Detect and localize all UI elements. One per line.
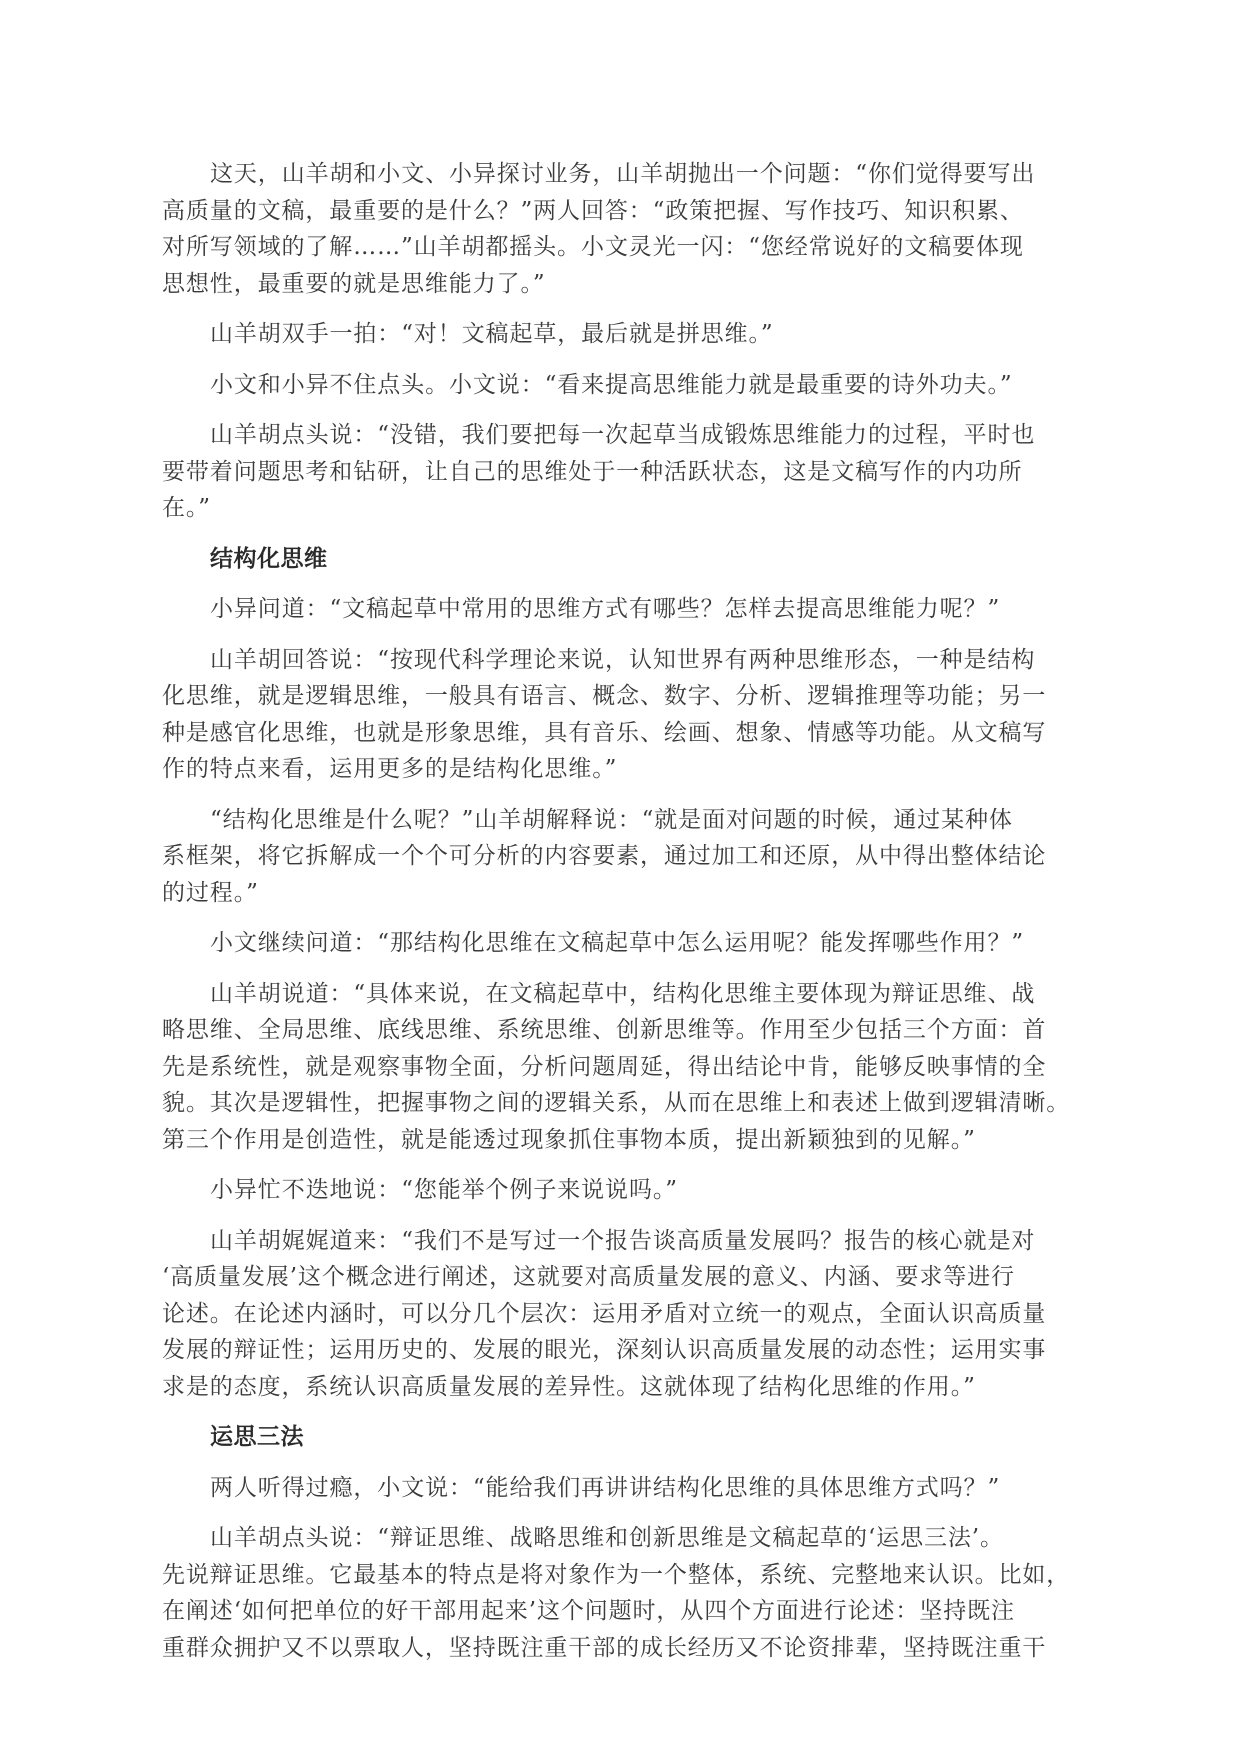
paragraph-line: 山羊胡娓娓道来：“我们不是写过一个报告谈高质量发展吗？报告的核心就是对 — [210, 1227, 1036, 1254]
paragraph-line: 在阐述‘如何把单位的好干部用起来’这个问题时，从四个方面进行论述：坚持既注 — [162, 1598, 1015, 1624]
paragraph-line: 作的特点来看，运用更多的是结构化思维。” — [162, 756, 618, 782]
paragraph-line: 发展的辩证性；运用历史的、发展的眼光，深刻认识高质量发展的动态性；运用实事 — [162, 1337, 1047, 1363]
section-heading: 运思三法 — [210, 1424, 304, 1450]
paragraph-line: 论述。在论述内涵时，可以分几个层次：运用矛盾对立统一的观点，全面认识高质量 — [162, 1300, 1047, 1327]
paragraph-line: 重群众拥护又不以票取人，坚持既注重干部的成长经历又不论资排辈，坚持既注重干 — [162, 1634, 1047, 1661]
paragraph-line: 貌。其次是逻辑性，把握事物之间的逻辑关系，从而在思维上和表述上做到逻辑清晰。 — [162, 1090, 1071, 1116]
paragraph-line: 的过程。” — [162, 879, 259, 906]
paragraph-line: ‘高质量发展’这个概念进行阐述，这就要对高质量发展的意义、内涵、要求等进行 — [162, 1264, 1015, 1290]
paragraph-line: 山羊胡点头说：“辩证思维、战略思维和创新思维是文稿起草的‘运思三法’。 — [210, 1525, 1004, 1551]
paragraph-line: 山羊胡点头说：“没错，我们要把每一次起草当成锻炼思维能力的过程，平时也 — [210, 422, 1036, 448]
paragraph — [162, 367, 1090, 404]
paragraph-line: 对所写领域的了解……”山羊胡都摇头。小文灵光一闪：“您经常说好的文稿要体现 — [162, 234, 1024, 260]
paragraph — [162, 316, 1090, 353]
paragraph-line: 小异忙不迭地说：“您能举个例子来说说吗。” — [210, 1177, 678, 1203]
paragraph-line: 山羊胡说道：“具体来说，在文稿起草中，结构化思维主要体现为辩证思维、战 — [210, 980, 1036, 1007]
paragraph — [162, 1520, 1090, 1666]
paragraph — [162, 976, 1090, 1159]
paragraph-line: 略思维、全局思维、底线思维、系统思维、创新思维等。作用至少包括三个方面：首 — [162, 1017, 1047, 1043]
paragraph — [162, 1470, 1090, 1507]
paragraph-line: 求是的态度，系统认识高质量发展的差异性。这就体现了结构化思维的作用。” — [162, 1373, 976, 1400]
paragraph-line: 高质量的文稿，最重要的是什么？”两人回答：“政策把握、写作技巧、知识积累、 — [162, 197, 1024, 224]
paragraph — [162, 925, 1090, 962]
paragraph — [162, 642, 1090, 788]
paragraph-line: 化思维，就是逻辑思维，一般具有语言、概念、数字、分析、逻辑推理等功能；另一 — [162, 683, 1047, 709]
paragraph-line: 山羊胡双手一拍：“对！文稿起草，最后就是拼思维。” — [210, 321, 774, 347]
paragraph-line: 系框架，将它拆解成一个个可分析的内容要素，通过加工和还原，从中得出整体结论 — [162, 843, 1047, 869]
paragraph-line: 小文继续问道：“那结构化思维在文稿起草中怎么运用呢？能发挥哪些作用？” — [210, 930, 1025, 956]
paragraph-line: “结构化思维是什么呢？”山羊胡解释说：“就是面对问题的时候，通过某种体 — [210, 806, 1013, 833]
paragraph-line: 先是系统性，就是观察事物全面，分析问题周延，得出结论中肯，能够反映事情的全 — [162, 1053, 1047, 1080]
paragraph-line: 要带着问题思考和钻研，让自己的思维处于一种活跃状态，这是文稿写作的内功所 — [162, 458, 1023, 485]
paragraph-line: 两人听得过瘾，小文说：“能给我们再讲讲结构化思维的具体思维方式吗？” — [210, 1474, 1001, 1501]
paragraph — [162, 1172, 1090, 1209]
paragraph-line: 在。” — [162, 495, 211, 521]
paragraph — [162, 417, 1090, 527]
paragraph — [162, 1223, 1090, 1406]
paragraph — [162, 156, 1090, 302]
article-body — [162, 156, 1090, 1680]
paragraph-line: 小文和小异不住点头。小文说：“看来提高思维能力就是最重要的诗外功夫。” — [210, 371, 1013, 398]
paragraph — [162, 591, 1090, 628]
paragraph-line: 这天，山羊胡和小文、小异探讨业务，山羊胡抛出一个问题：“你们觉得要写出 — [210, 161, 1036, 187]
paragraph-line: 小异问道：“文稿起草中常用的思维方式有哪些？怎样去提高思维能力呢？” — [210, 596, 1001, 622]
section-heading: 结构化思维 — [210, 545, 328, 572]
paragraph-line: 思想性，最重要的就是思维能力了。” — [162, 270, 546, 297]
paragraph-line: 先说辩证思维。它最基本的特点是将对象作为一个整体，系统、完整地来认识。比如， — [162, 1561, 1071, 1588]
paragraph-line: 第三个作用是创造性，就是能透过现象抓住事物本质，提出新颖独到的见解。” — [162, 1126, 976, 1153]
paragraph — [162, 802, 1090, 912]
paragraph-line: 山羊胡回答说：“按现代科学理论来说，认知世界有两种思维形态，一种是结构 — [210, 646, 1036, 673]
paragraph-line: 种是感官化思维，也就是形象思维，具有音乐、绘画、想象、情感等功能。从文稿写 — [162, 719, 1047, 746]
